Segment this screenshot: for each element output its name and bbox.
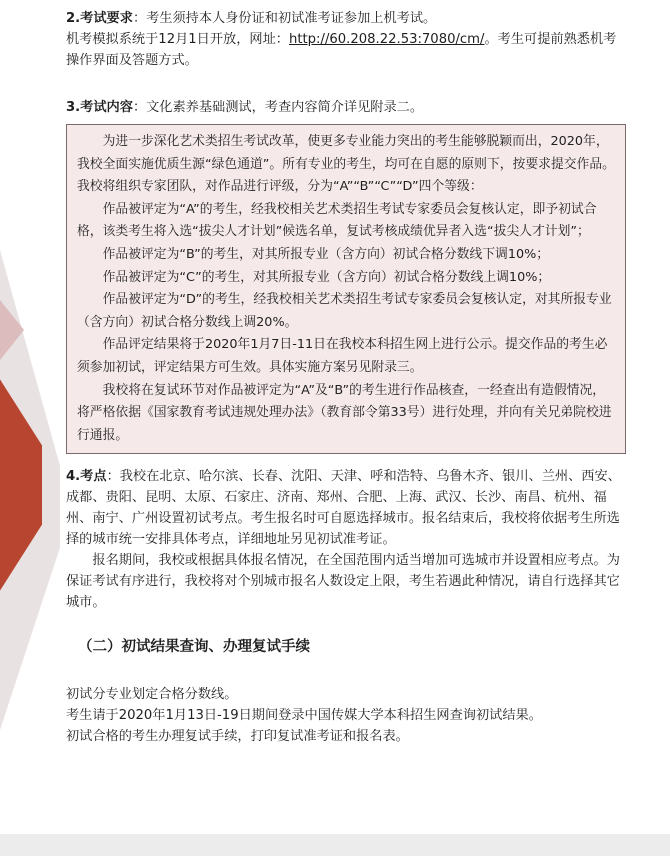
results-line-2: 考生请于2020年1月13日-19日期间登录中国传媒大学本科招生网查询初试结果。 — [66, 708, 542, 724]
notice-paragraph-grade-b: 作品被评定为“B”的考生，对其所报专业（含方向）初试合格分数线下调10%； — [102, 246, 550, 262]
exam-requirements-label: 2.考试要求 — [66, 11, 133, 26]
notice-paragraph-grade-a: 作品被评定为“A”的考生，经我校相关艺术类招生考试专家委员会复核认定，即予初试合格，该类考生将入选“拔尖人才计划”候选名单，复试考核成绩优异者入选“拔尖人才计划”； — [77, 201, 597, 240]
results-line-1: 初试分专业划定合格分数线。 — [66, 687, 238, 703]
exam-requirements-text: ：考生须持本人身份证和初试准考证参加上机考试。 — [132, 11, 437, 26]
exam-content-text: ：文化素养基础测试，考查内容简介详见附录二。 — [132, 100, 424, 115]
exam-content-label: 3.考试内容 — [66, 100, 133, 115]
exam-venue-paragraph — [66, 466, 626, 550]
results-line-3: 初试合格的考生办理复试手续，打印复试准考证和报名表。 — [66, 729, 409, 745]
notice-paragraph-grade-d: 作品被评定为“D”的考生，经我校相关艺术类招生考试专家委员会复核认定，对其所报专业（含方向）初试合格分数线上调20%。 — [77, 292, 612, 330]
spacer — [66, 77, 626, 97]
document-page — [66, 8, 626, 747]
viewer-bottom-bar — [0, 834, 670, 856]
mock-system-paragraph — [66, 29, 626, 71]
mock-system-link[interactable]: http://60.208.22.53:7080/cm/ — [288, 32, 485, 47]
section-heading-results: （二）初试结果查询、办理复试手续 — [78, 639, 310, 656]
exam-venue-label: 4.考点 — [66, 469, 107, 485]
notice-paragraph-verification: 我校将在复试环节对作品被评定为“A”及“B”的考生进行作品核查，一经查出有造假情况，将严格依据《国家教育考试违规处理办法》（教育部令第33号）进行处理，并向有关兄弟院校进行通报。 — [77, 382, 612, 443]
exam-venue-paragraph-2: 报名期间，我校或根据具体报名情况，在全国范围内适当增加可选城市并设置相应考点。为保证考试有序进行，我校将对个别城市报名人数设定上限，考生若遇此种情况，请自行选择其它城市。 — [66, 553, 620, 611]
exam-requirements-section — [66, 8, 626, 71]
notice-paragraph-publicity: 作品评定结果将于2020年1月7日-11日在我校本科招生网上进行公示。提交作品的考生必须参加初试，评定结果方可生效。具体实施方案另见附录三。 — [77, 337, 608, 375]
exam-content-paragraph — [66, 97, 626, 118]
notice-paragraph-grade-c: 作品被评定为“C”的考生，对其所报专业（含方向）初试合格分数线上调10%； — [102, 269, 551, 285]
notice-paragraph-intro: 为进一步深化艺术类招生考试改革，使更多专业能力突出的考生能够脱颖而出，2020年，我校全面实施优质生源“绿色通道”。所有专业的考生，均可在自愿的原则下，按要求提交作品。我校将组织专家团队，对作品进行评级，分为“A”“B”“C”“D”四个等级： — [77, 134, 615, 195]
exam-requirements-paragraph — [66, 8, 626, 29]
exam-venue-text: ：我校在北京、哈尔滨、长春、沈阳、天津、呼和浩特、乌鲁木齐、银川、兰州、西安、成都、贵阳、昆明、太原、石家庄、济南、郑州、合肥、上海、武汉、长沙、南昌、杭州、福州、南宁、广州设置初试考点。考生报名时可自愿选择城市。报名结束后，我校将依据考生所选择的城市统一安排具体考点，详细地址另见初试准考证。 — [66, 469, 621, 548]
green-channel-notice-box — [66, 124, 626, 454]
mock-system-text-end: 。考生可提前熟悉机考操作界面及答题方式。 — [66, 32, 617, 68]
mock-system-text: 机考模拟系统于12月1日开放，网址： — [66, 32, 289, 47]
exam-venue-section — [66, 466, 626, 613]
